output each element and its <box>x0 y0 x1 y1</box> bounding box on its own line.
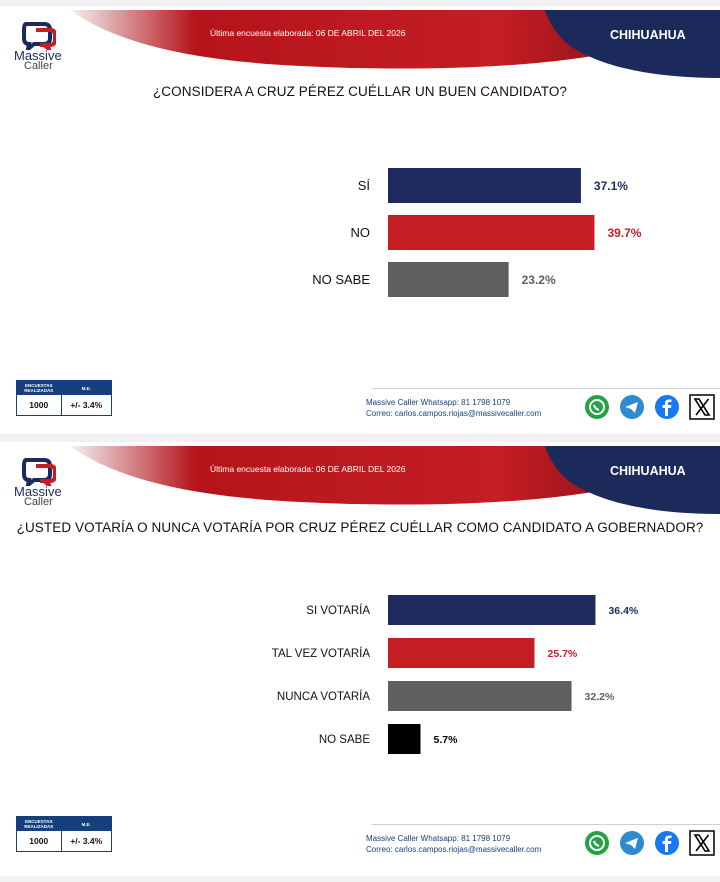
surveys-count: 1000 <box>17 395 62 415</box>
value-label: 36.4% <box>608 605 639 618</box>
margin-header: M.E. <box>81 821 91 827</box>
bar-3 <box>388 262 509 297</box>
telegram-icon[interactable] <box>619 830 645 856</box>
state-name: CHIHUAHUA <box>610 464 686 478</box>
email-contact: Correo: carlos.campos.riojas@massivecaller.com <box>366 409 542 418</box>
margin-value: +/- 3.4% <box>70 836 103 846</box>
contact-info <box>366 833 541 855</box>
bar-1 <box>388 168 581 203</box>
value-label: 32.2% <box>584 691 615 704</box>
bar-2 <box>388 215 594 250</box>
surveys-header: ENCUESTAS REALIZADAS <box>17 817 62 831</box>
value-label: 25.7% <box>547 648 578 661</box>
poll-panel-1 <box>0 6 720 434</box>
contact-info <box>366 397 541 419</box>
category-label: NO SABE <box>312 272 370 288</box>
survey-info-table <box>16 380 112 416</box>
x-twitter-icon[interactable] <box>689 830 715 856</box>
poll-panel-2 <box>0 442 720 876</box>
whatsapp-icon[interactable] <box>584 830 610 856</box>
value-label: 5.7% <box>433 734 458 747</box>
surveys-count: 1000 <box>17 831 62 851</box>
survey-date: Última encuesta elaborada: 06 DE ABRIL DEL 2026 <box>210 28 406 38</box>
bar-3 <box>388 681 572 711</box>
whatsapp-contact: Massive Caller Whatsapp: 81 1798 1079 <box>366 834 511 843</box>
x-twitter-icon[interactable] <box>689 394 715 420</box>
state-name: CHIHUAHUA <box>610 28 686 42</box>
bar-1 <box>388 595 595 625</box>
whatsapp-contact: Massive Caller Whatsapp: 81 1798 1079 <box>366 398 511 407</box>
value-label: 39.7% <box>607 226 642 241</box>
facebook-icon[interactable] <box>654 394 680 420</box>
bar-4 <box>388 724 420 754</box>
value-label: 23.2% <box>521 273 556 288</box>
logo-sub: Caller <box>24 60 53 72</box>
survey-date: Última encuesta elaborada: 06 DE ABRIL DEL 2026 <box>210 464 406 474</box>
bar-chart-2 <box>0 442 720 876</box>
value-label: 37.1% <box>593 179 628 194</box>
surveys-header: ENCUESTAS REALIZADAS <box>17 381 62 395</box>
margin-value: +/- 3.4% <box>70 400 103 410</box>
email-contact: Correo: carlos.campos.riojas@massivecaller.com <box>366 845 542 854</box>
social-links <box>584 394 715 420</box>
margin-header: M.E. <box>81 385 91 391</box>
category-label: TAL VEZ VOTARÍA <box>271 648 370 661</box>
logo-name: Massive <box>14 48 62 63</box>
logo-sub: Caller <box>24 496 53 508</box>
whatsapp-icon[interactable] <box>584 394 610 420</box>
footer-divider <box>372 388 720 389</box>
social-links <box>584 830 715 856</box>
question-title: ¿CONSIDERA A CRUZ PÉREZ CUÉLLAR UN BUEN CANDIDATO? <box>152 84 568 99</box>
survey-info-table <box>16 816 112 852</box>
category-label: NUNCA VOTARÍA <box>276 691 370 704</box>
footer-divider <box>372 824 720 825</box>
bar-chart-1 <box>0 6 720 434</box>
bar-2 <box>388 638 534 668</box>
question-title: ¿USTED VOTARÍA O NUNCA VOTARÍA POR CRUZ PÉREZ CUÉLLAR COMO CANDIDATO A GOBERNADOR? <box>16 520 704 535</box>
category-label: SI VOTARÍA <box>306 605 370 618</box>
logo-name: Massive <box>14 484 62 499</box>
category-label: SÍ <box>357 178 370 194</box>
category-label: NO <box>350 225 370 241</box>
telegram-icon[interactable] <box>619 394 645 420</box>
category-label: NO SABE <box>318 734 370 747</box>
facebook-icon[interactable] <box>654 830 680 856</box>
